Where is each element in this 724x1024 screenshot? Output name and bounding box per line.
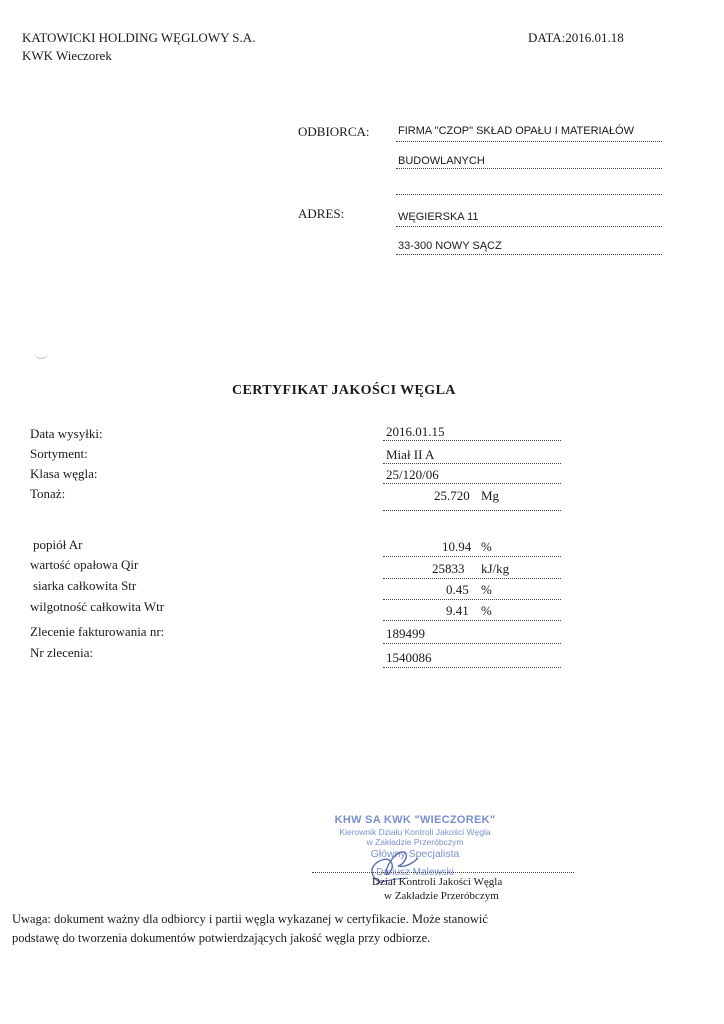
invoice-order-line xyxy=(383,643,561,644)
order-number-line xyxy=(383,667,561,668)
calorific-line xyxy=(383,578,561,579)
department-line-2: w Zakładzie Przeróbczym xyxy=(384,890,499,902)
tonnage-label: Tonaż: xyxy=(30,486,66,501)
calorific-unit: kJ/kg xyxy=(481,561,510,576)
recipient-name-line2: BUDOWLANYCH xyxy=(398,155,485,167)
address-street: WĘGIERSKA 11 xyxy=(398,211,479,223)
sulfur-unit: % xyxy=(481,582,492,597)
recipient-line-2 xyxy=(396,168,662,169)
moisture-unit: % xyxy=(481,603,492,618)
tonnage-value: 25.720 xyxy=(434,488,470,503)
ash-line xyxy=(383,556,561,557)
sulfur-label: siarka całkowita Str xyxy=(33,578,137,593)
coal-class-value: 25/120/06 xyxy=(386,467,439,482)
stamp-line-3: w Zakładzie Przeróbczym xyxy=(366,837,464,847)
assortment-line xyxy=(383,463,561,464)
assortment-value: Miał II A xyxy=(386,447,435,462)
recipient-name-line1: FIRMA "CZOP" SKŁAD OPAŁU I MATERIAŁÓW xyxy=(398,125,634,137)
recipient-line-3 xyxy=(396,194,662,195)
footer-note-line-2: podstawę do tworzenia dokumentów potwierdzających jakość węgla przy odbiorze. xyxy=(12,931,431,945)
ash-value: 10.94 xyxy=(442,539,472,554)
stamp-line-2: Kierownik Działu Kontroli Jakości Węgla xyxy=(339,827,491,837)
order-number-label: Nr zlecenia: xyxy=(30,645,94,660)
department-line-1: Dział Kontroli Jakości Węgla xyxy=(372,876,503,888)
sulfur-value: 0.45 xyxy=(446,582,469,597)
address-line-1 xyxy=(396,226,662,227)
assortment-label: Sortyment: xyxy=(30,446,88,461)
moisture-value: 9.41 xyxy=(446,603,469,618)
calorific-value: 25833 xyxy=(432,561,465,576)
address-line-2 xyxy=(396,254,662,255)
ash-label: popiół Ar xyxy=(33,537,83,552)
order-number-value: 1540086 xyxy=(386,650,432,665)
shipment-date-label: Data wysyłki: xyxy=(30,426,103,441)
sulfur-line xyxy=(383,599,561,600)
signature-line xyxy=(312,872,574,873)
footer-note-line-1: Uwaga: dokument ważny dla odbiorcy i partii węgla wykazanej w certyfikacie. Może stanowić xyxy=(12,912,488,926)
recipient-line-1 xyxy=(396,141,662,142)
scan-mark xyxy=(34,352,48,359)
document-date: DATA:2016.01.18 xyxy=(528,30,624,45)
coal-class-line xyxy=(383,483,561,484)
tonnage-unit: Mg xyxy=(481,488,500,503)
page-title: CERTYFIKAT JAKOŚCI WĘGLA xyxy=(232,383,456,398)
invoice-order-value: 189499 xyxy=(386,626,425,641)
coal-class-label: Klasa węgla: xyxy=(30,466,98,481)
stamp-line-4: Główny Specjalista xyxy=(370,848,460,860)
address-city: 33-300 NOWY SĄCZ xyxy=(398,240,502,252)
tonnage-line xyxy=(383,510,561,511)
recipient-label: ODBIORCA: xyxy=(298,124,370,139)
shipment-date-line xyxy=(383,440,561,441)
company-name: KATOWICKI HOLDING WĘGLOWY S.A. xyxy=(22,30,256,45)
moisture-line xyxy=(383,620,561,621)
address-label: ADRES: xyxy=(298,206,345,221)
moisture-label: wilgotność całkowita Wtr xyxy=(30,599,165,614)
mine-name: KWK Wieczorek xyxy=(22,48,112,63)
shipment-date-value: 2016.01.15 xyxy=(386,424,445,439)
calorific-value-label: wartość opałowa Qir xyxy=(30,557,139,572)
ash-unit: % xyxy=(481,539,492,554)
stamp-line-5: Dariusz Malewski xyxy=(376,867,454,878)
stamp-line-1: KHW SA KWK "WIECZOREK" xyxy=(334,814,496,826)
invoice-order-label: Zlecenie fakturowania nr: xyxy=(30,624,165,639)
